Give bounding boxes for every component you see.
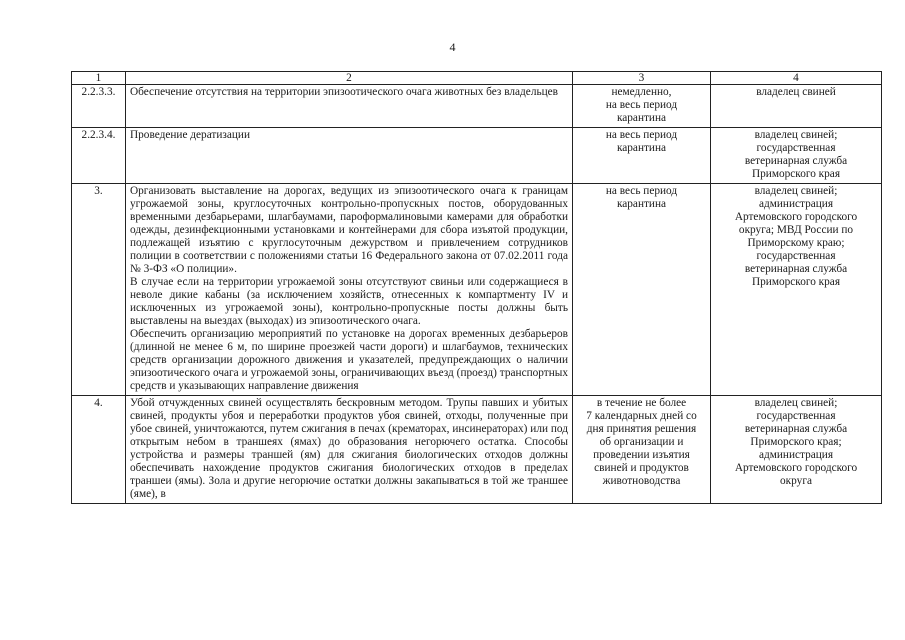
measure-paragraph: Организовать выставление на дорогах, ведущих из эпизоотического очага к границам угрожаемой зоны, круглосуточных контрольно-пропускных постов, оборудованных временными дезбарьерами, шлагбаумами, пароформалиновыми камерами для обработки одежды, дезинфекционными установками и контейнерами для сбора изъятой продукции, подлежащей изъятию с круглосуточным дежурством и привлечением сотрудников полиции в соответствии с положениями статьи 16 Федерального закона от 07.02.2011 года № 3-ФЗ «О полиции». — [130, 185, 568, 275]
measure-paragraph: Обеспечение отсутствия на территории эпизоотического очага животных без владельцев — [130, 86, 559, 98]
measure-paragraph: Проведение дератизации — [130, 129, 251, 141]
header-col-1: 1 — [72, 72, 126, 85]
table-row — [72, 85, 882, 128]
measure-paragraph: Убой отчужденных свиней осуществлять бескровным методом. Трупы павших и убитых свиней, продукты убоя и переработки продуктов убоя свиней, отходы, полученные при убое свиней, уничтожаются, путем сжигания в печах (крематорах, инсинераторах) или под открытым небом в траншеях (ямах) до образования негорючего остатка. Способы устройства и размеры траншей (ям) для сжигания биологических отходов должны обеспечивать нахождение продуктов сжигания биологических отходов в пределах траншеи (ямы). Зола и другие негорючие остатки должны закапываться в той же траншее (яме), в — [130, 397, 568, 500]
measure-term: в течение не более 7 календарных дней со дня принятия решения об организации и проведении изъятия свиней и продуктов животноводства — [573, 396, 711, 504]
row-number: 3. — [72, 184, 126, 396]
measure-responsible: владелец свиней; администрация Артемовского городского округа; МВД России по Приморскому краю; государственная ветеринарная служба Приморского края — [711, 184, 882, 396]
table-row — [72, 396, 882, 504]
table-row — [72, 184, 882, 396]
header-col-3: 3 — [573, 72, 711, 85]
measure-paragraph: В случае если на территории угрожаемой зоны отсутствуют свиньи или содержащиеся в неволе дикие кабаны (за исключением хозяйств, отнесенных к компартменту IV и исключенных из угрожаемой зоны), контрольно-пропускные посты должны быть выставлены на выездах (выходах) из эпизоотического очага. — [130, 276, 568, 327]
measure-responsible: владелец свиней — [711, 85, 882, 128]
measure-text — [126, 184, 573, 396]
row-number: 4. — [72, 396, 126, 504]
measure-responsible: владелец свиней; государственная ветеринарная служба Приморского края — [711, 128, 882, 184]
measure-text — [126, 128, 573, 184]
measure-text — [126, 396, 573, 504]
measure-term: на весь период карантина — [573, 128, 711, 184]
measure-responsible: владелец свиней; государственная ветеринарная служба Приморского края; администрация Артемовского городского округа — [711, 396, 882, 504]
header-col-4: 4 — [711, 72, 882, 85]
header-col-2: 2 — [126, 72, 573, 85]
table-header-row — [72, 72, 882, 85]
row-number: 2.2.3.4. — [72, 128, 126, 184]
table-row — [72, 128, 882, 184]
row-number: 2.2.3.3. — [72, 85, 126, 128]
measure-term: немедленно, на весь период карантина — [573, 85, 711, 128]
measures-table — [71, 71, 882, 504]
measure-text — [126, 85, 573, 128]
page-number: 4 — [449, 40, 456, 54]
page-bottom-margin — [0, 597, 905, 640]
measure-term: на весь период карантина — [573, 184, 711, 396]
measure-paragraph: Обеспечить организацию мероприятий по установке на дорогах временных дезбарьеров (длинной не менее 6 м, по ширине проезжей части дороги) и шлагбаумов, технических средств организации дорожного движения и указателей, предупреждающих о наличии эпизоотического очага и угрожаемой зоны, ограничивающих въезд (проезд) транспортных средств и указывающих направление движения — [130, 328, 568, 392]
